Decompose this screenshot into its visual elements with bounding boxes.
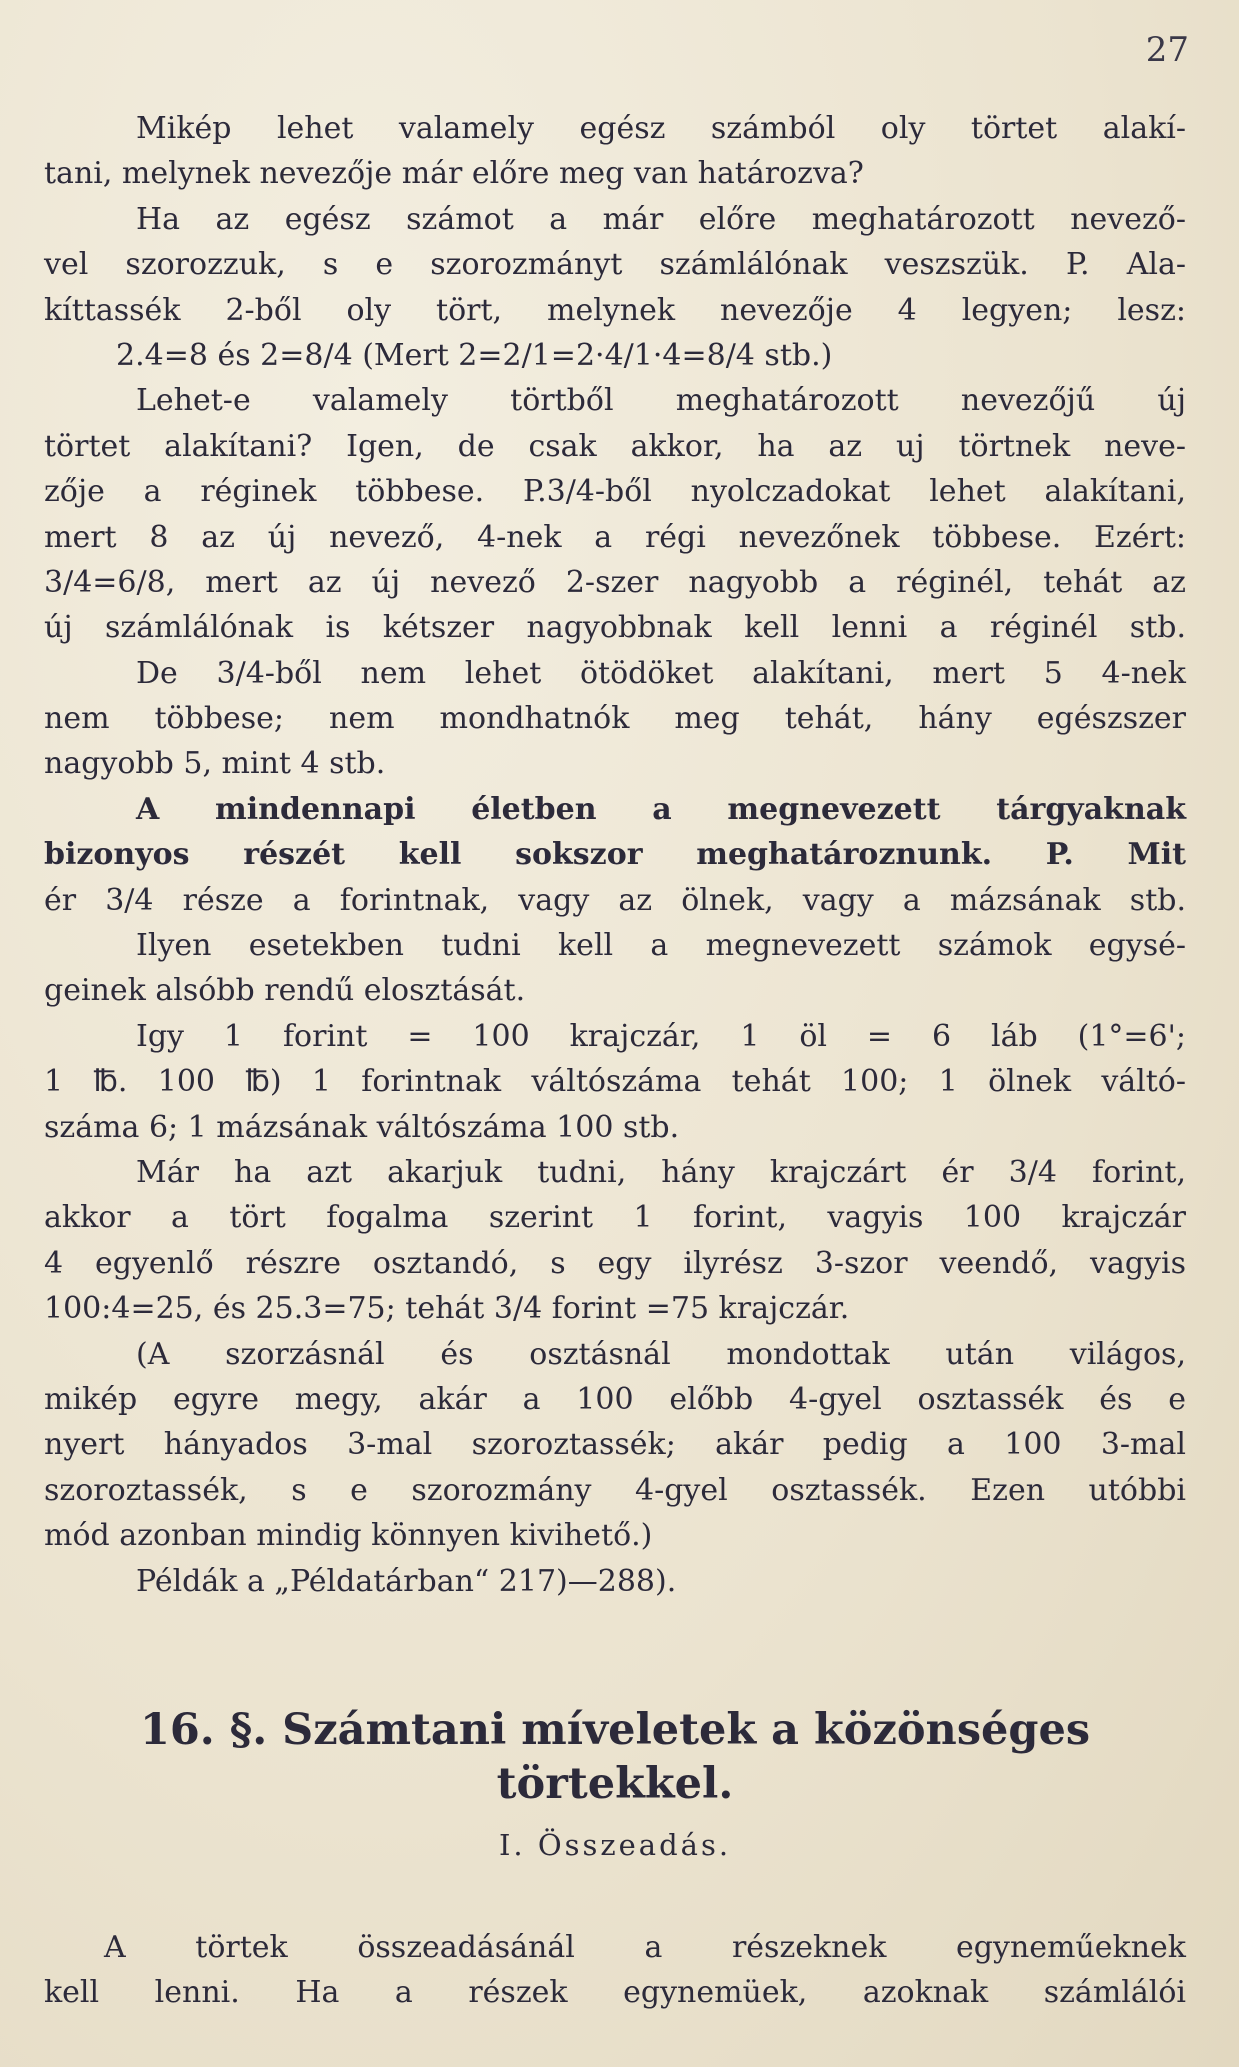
text-line: kell lenni. Ha a részek egynemüek, azoknak számlálói: [44, 1975, 1186, 2011]
text-line: 1 ℔. 100 ℔) 1 forintnak váltószáma tehát 100; 1 ölnek váltó-: [44, 1064, 1186, 1100]
section-heading: 16. §. Számtani míveletek a közönséges: [139, 1705, 1091, 1755]
text-line: bizonyos részét kell sokszor meghatároznunk. P. Mit: [44, 837, 1186, 873]
text-line: vel szorozzuk, s e szorozmányt számlálónak veszszük. P. Ala-: [44, 247, 1186, 283]
text-line: 2.4=8 és 2=8/4 (Mert 2=2/1=2·4/1·4=8/4 stb.): [116, 337, 833, 373]
subheading: I. Összeadás.: [498, 1828, 732, 1862]
text-line: akkor a tört fogalma szerint 1 forint, vagyis 100 krajczár: [44, 1200, 1186, 1236]
text-line: mikép egyre megy, akár a 100 előbb 4-gyel osztassék és e: [44, 1381, 1186, 1417]
section-heading-continued: törtekkel.: [496, 1759, 734, 1809]
main-text: [44, 106, 1186, 1604]
text-line: (A szorzásnál és osztásnál mondottak után világos,: [136, 1336, 1186, 1372]
text-line: De 3/4-ből nem lehet ötödöket alakítani, mert 5 4-nek: [136, 655, 1186, 691]
text-line: geinek alsóbb rendű elosztását.: [44, 973, 526, 1009]
text-line: Mikép lehet valamely egész számból oly törtet alakí-: [136, 111, 1186, 146]
text-line: Lehet-e valamely törtből meghatározott nevezőjű új: [136, 383, 1186, 419]
text-line: ér 3/4 része a forintnak, vagy az ölnek, vagy a mázsának stb.: [44, 882, 1186, 918]
text-line: A törtek összeadásánál a részeknek egyneműeknek: [104, 1930, 1186, 1965]
text-line: zője a réginek többese. P.3/4-ből nyolczadokat lehet alakítani,: [44, 474, 1186, 510]
text-line: mód azonban mindig könnyen kivihető.): [44, 1518, 653, 1554]
text-line: kíttassék 2-ből oly tört, melynek nevezője 4 legyen; lesz:: [44, 292, 1186, 328]
text-line: Ilyen esetekben tudni kell a megnevezett számok egysé-: [136, 928, 1186, 964]
text-line: Példák a „Példatárban“ 217)—288).: [136, 1563, 677, 1599]
text-line: Ha az egész számot a már előre meghatározott nevező-: [136, 201, 1186, 237]
text-line: nem többese; nem mondhatnók meg tehát, hány egészszer: [44, 701, 1186, 737]
text-line: 3/4=6/8, mert az új nevező 2-szer nagyobb a réginél, tehát az: [44, 564, 1186, 600]
continuation-text: [44, 1925, 1186, 2016]
text-line: 100:4=25, és 25.3=75; tehát 3/4 forint =75 krajczár.: [44, 1291, 850, 1327]
text-line: nagyobb 5, mint 4 stb.: [44, 746, 386, 782]
text-line: tani, melynek nevezője már előre meg van határozva?: [44, 156, 864, 192]
text-line: 4 egyenlő részre osztandó, s egy ilyrész 3-szor veendő, vagyis: [44, 1245, 1186, 1281]
page-number: 27: [1145, 30, 1189, 70]
text-line: Már ha azt akarjuk tudni, hány krajczárt ér 3/4 forint,: [136, 1154, 1186, 1190]
text-line: száma 6; 1 mázsának váltószáma 100 stb.: [44, 1109, 680, 1145]
text-line: Igy 1 forint = 100 krajczár, 1 öl = 6 láb (1°=6';: [136, 1018, 1186, 1054]
text-line: szoroztassék, s e szorozmány 4-gyel osztassék. Ezen utóbbi: [44, 1472, 1186, 1508]
text-line: A mindennapi életben a megnevezett tárgyaknak: [136, 791, 1186, 827]
text-line: új számlálónak is kétszer nagyobbnak kell lenni a réginél stb.: [44, 610, 1186, 646]
text-line: mert 8 az új nevező, 4-nek a régi nevezőnek többese. Ezért:: [44, 519, 1186, 555]
text-line: törtet alakítani? Igen, de csak akkor, ha az uj törtnek neve-: [44, 428, 1186, 464]
text-line: nyert hányados 3-mal szoroztassék; akár pedig a 100 3-mal: [44, 1427, 1186, 1463]
